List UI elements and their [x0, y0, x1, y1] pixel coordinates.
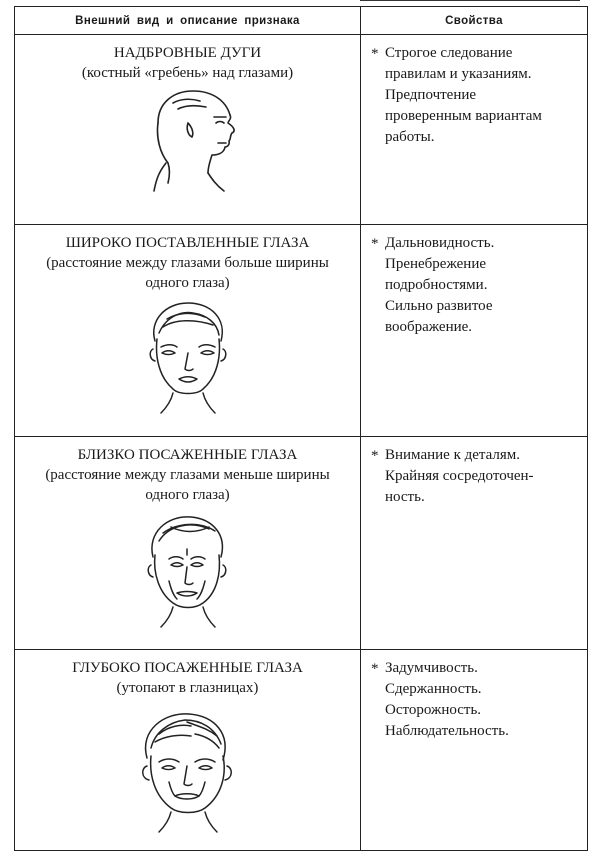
trait-note: (расстояние между глазами больше ширины [46, 255, 329, 271]
bullet-star: * [371, 46, 379, 62]
list-item: Строгое следование [385, 45, 513, 61]
properties-cell [361, 225, 588, 437]
table-row [15, 650, 588, 851]
table-row [15, 225, 588, 437]
list-item: Крайняя сосредоточен- [385, 468, 534, 484]
properties-cell [361, 437, 588, 650]
list-item: правилам и указаниям. [385, 66, 532, 82]
header-row [15, 7, 588, 35]
properties-list [371, 233, 581, 338]
list-item: Дальновидность. [385, 235, 495, 251]
properties-list [371, 43, 581, 148]
bullet-star: * [371, 661, 379, 677]
list-item: работы. [385, 129, 435, 145]
list-item: Осторожность. [385, 702, 482, 718]
list-item: Пренебрежение [385, 256, 487, 272]
list-item: Внимание к деталям. [385, 447, 521, 463]
trait-name: ГЛУБОКО ПОСАЖЕННЫЕ ГЛАЗА [72, 660, 303, 676]
trait-note: (костный «гребень» над глазами) [81, 65, 294, 81]
trait-note: (расстояние между глазами меньше ширины [45, 467, 330, 483]
deep-set-eyes-face-illustration [129, 708, 247, 834]
profile-head-illustration [128, 83, 248, 195]
trait-note: одного глаза) [145, 487, 230, 503]
wide-set-eyes-face-illustration [133, 297, 243, 415]
list-item: воображение. [385, 319, 473, 335]
appearance-cell [15, 35, 361, 225]
properties-list [371, 445, 581, 508]
list-item: Наблюдательность. [385, 723, 509, 739]
list-item: Предпочтение [385, 87, 477, 103]
appearance-cell [15, 225, 361, 437]
properties-cell [361, 650, 588, 851]
list-item: ность. [385, 489, 425, 505]
properties-cell [361, 35, 588, 225]
bullet-star: * [371, 448, 379, 464]
header-appearance: Внешний вид и описание признака [15, 7, 361, 35]
appearance-cell [15, 650, 361, 851]
table-row [15, 35, 588, 225]
top-rule [360, 0, 580, 2]
trait-note: (утопают в глазницах) [116, 680, 259, 696]
appearance-cell [15, 437, 361, 650]
traits-table [14, 6, 588, 851]
table-row [15, 437, 588, 650]
list-item: Задумчивость. [385, 660, 478, 676]
list-item: Сдержанность. [385, 681, 482, 697]
trait-name: НАДБРОВНЫЕ ДУГИ [113, 45, 262, 61]
trait-name: ШИРОКО ПОСТАВЛЕННЫЕ ГЛАЗА [65, 235, 310, 251]
list-item: подробностями. [385, 277, 488, 293]
trait-name: БЛИЗКО ПОСАЖЕННЫЕ ГЛАЗА [77, 447, 298, 463]
list-item: проверенным вариантам [385, 108, 542, 124]
bullet-star: * [371, 236, 379, 252]
properties-list [371, 658, 581, 742]
list-item: Сильно развитое [385, 298, 493, 314]
header-properties: Свойства [361, 7, 588, 35]
trait-note: одного глаза) [145, 275, 230, 291]
close-set-eyes-face-illustration [133, 511, 243, 629]
